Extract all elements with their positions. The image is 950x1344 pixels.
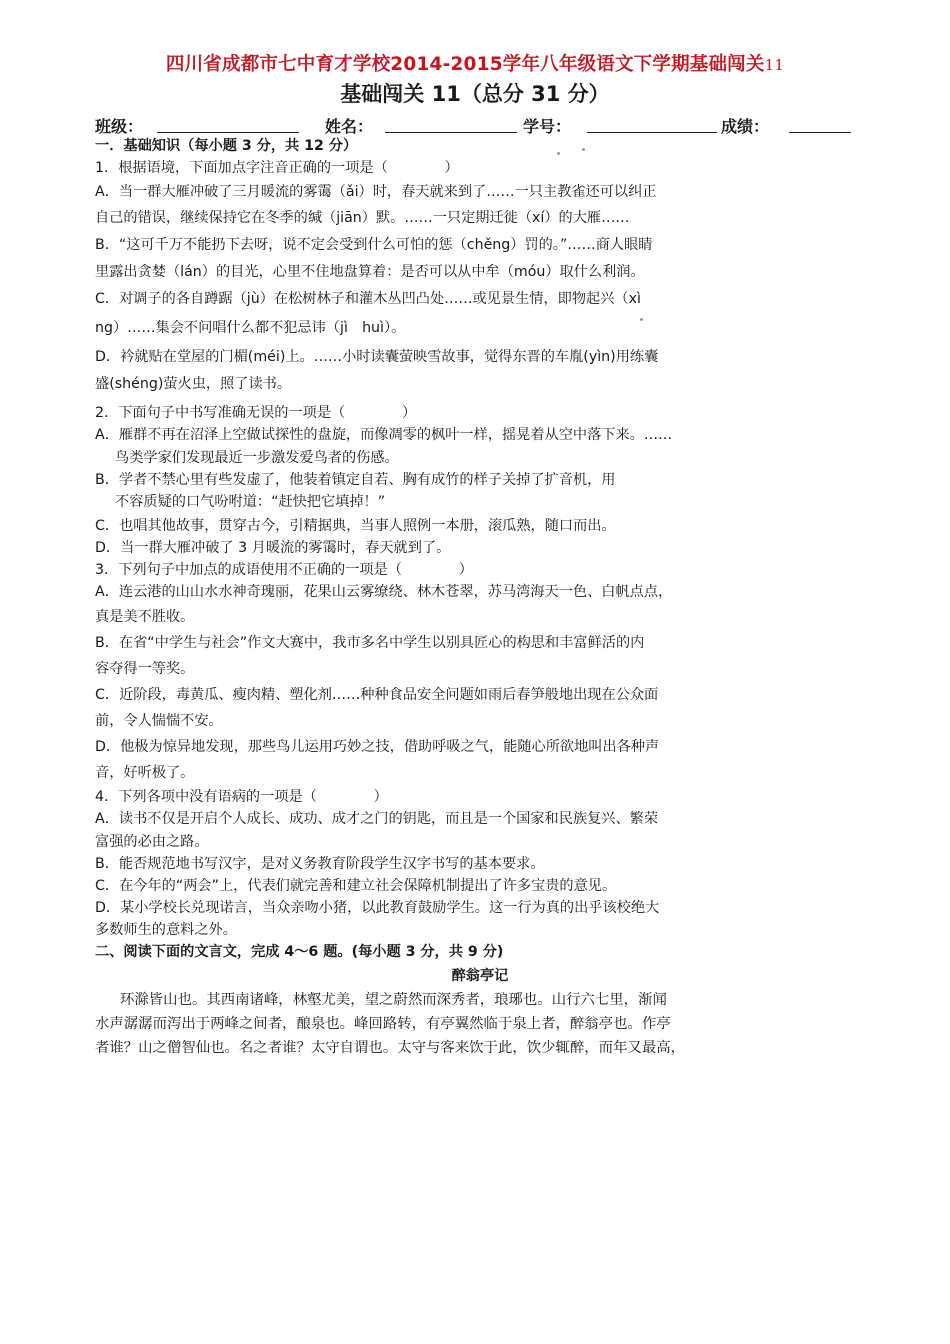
question-1-stem: 1．根据语境，下面加点字注音正确的一项是（ ） — [95, 160, 459, 176]
section-heading-basics: 一．基础知识（每小题 3 分，共 12 分） — [95, 138, 358, 154]
class-field[interactable] — [157, 132, 299, 133]
question-4-stem: 4．下列各项中没有语病的一项是（ ） — [95, 789, 388, 805]
passage-line-2: 水声潺潺而泻出于两峰之间者，酿泉也。峰回路转，有亭翼然临于泉上者，醉翁亭也。作亭 — [95, 1016, 671, 1032]
q2-option-a: A．雁群不再在沼泽上空做试探性的盘旋，而像凋零的枫叶一样，摇晃着从空中落下来。…… — [95, 427, 673, 443]
question-2-stem: 2．下面句子中书写准确无误的一项是（ ） — [95, 405, 417, 421]
name-field[interactable] — [385, 132, 517, 133]
q3-option-b-cont: 容夺得一等奖。 — [95, 661, 195, 677]
q4-option-b: B．能否规范地书写汉字，是对义务教育阶段学生汉字书写的基本要求。 — [95, 856, 545, 872]
q3-option-c: C．近阶段，毒黄瓜、瘦肉精、塑化剂……种种食品安全问题如雨后春笋般地出现在公众面 — [95, 687, 659, 703]
q4-option-c: C．在今年的“两会”上，代表们就完善和建立社会保障机制提出了许多宝贵的意见。 — [95, 878, 617, 894]
q3-option-a-cont: 真是美不胜收。 — [95, 609, 195, 625]
scan-speck — [640, 318, 643, 321]
document-title-number: 11 — [764, 56, 785, 74]
student-id-field[interactable] — [587, 132, 717, 133]
q2-option-c: C．也唱其他故事，贯穿古今，引精据典，当事人照例一本册，滚瓜熟，随口而出。 — [95, 518, 616, 534]
q1-option-b: B．“这可千万不能扔下去呀，说不定会受到什么可怕的惩（chěng）罚的。”……商人眼睛 — [95, 237, 653, 253]
q1-option-a: A．当一群大雁冲破了三月暖流的雾霭（ǎi）时，春天就来到了……一只主教雀还可以纠正 — [95, 184, 657, 200]
q1-option-a-cont: 自己的错误，继续保持它在冬季的缄（jiān）默。……一只定期迁徙（xí）的大雁…… — [95, 210, 630, 226]
section-heading-reading: 二、阅读下面的文言文，完成 4～6 题。(每小题 3 分，共 9 分) — [95, 944, 504, 960]
q2-option-d: D．当一群大雁冲破了 3 月暖流的雾霭时，春天就到了。 — [95, 540, 451, 556]
q4-option-a: A．读书不仅是开启个人成长、成功、成才之门的钥匙，而且是一个国家和民族复兴、繁荣 — [95, 811, 659, 827]
q1-option-b-cont: 里露出贪婪（lán）的目光，心里不住地盘算着：是否可以从中牟（móu）取什么利润。 — [95, 264, 645, 280]
document-title — [0, 50, 950, 76]
student-id-label: 学号： — [523, 117, 572, 136]
q1-option-d-cont: 盛(shéng)萤火虫，照了读书。 — [95, 376, 292, 392]
passage-line-1: 环滁皆山也。其西南诸峰，林壑尤美，望之蔚然而深秀者，琅琊也。山行六七里，渐闻 — [120, 992, 667, 1008]
name-label: 姓名： — [325, 117, 374, 136]
scan-speck — [582, 148, 585, 151]
q3-option-b: B．在省“中学生与社会”作文大赛中，我市多名中学生以别具匠心的构思和丰富鲜活的内 — [95, 635, 645, 651]
question-3-stem: 3．下列句子中加点的成语使用不正确的一项是（ ） — [95, 562, 473, 578]
passage-title: 醉翁亭记 — [451, 968, 509, 984]
q2-option-a-cont: 鸟类学家们发现最近一步激发爱鸟者的伤感。 — [115, 450, 399, 466]
q3-option-d-cont: 音，好听极了。 — [95, 765, 195, 781]
q2-option-b-cont: 不容质疑的口气吩咐道：“赶快把它填掉！” — [115, 494, 386, 510]
q1-option-c: C．对调子的各自蹲踞（jù）在松树林子和灌木丛凹凸处……或见景生情，即物起兴（xì — [95, 291, 641, 307]
q4-option-d-cont: 多数师生的意料之外。 — [95, 922, 237, 938]
q1-option-d: D．衿就贴在堂屋的门楣(méi)上。……小时读囊萤映雪故事，觉得东晋的车胤(yìn)用练囊 — [95, 349, 659, 365]
q1-option-c-cont: ng）……集会不问唱什么都不犯忌讳（jì huì）。 — [95, 320, 406, 336]
q3-option-a: A．连云港的山山水水神奇瑰丽，花果山云雾缭绕、林木苍翠，苏马湾海天一色、白帆点点， — [95, 584, 673, 600]
passage-line-3: 者谁？山之僧智仙也。名之者谁？太守自谓也。太守与客来饮于此，饮少辄醉，而年又最高， — [95, 1040, 686, 1056]
score-field[interactable] — [789, 132, 851, 133]
scan-speck — [557, 152, 560, 155]
exam-subtitle: 基础闯关 11（总分 31 分） — [340, 82, 610, 106]
student-info-row — [95, 114, 865, 138]
class-label: 班级： — [95, 117, 144, 136]
document-title-text: 四川省成都市七中育才学校2014-2015学年八年级语文下学期基础闯关 — [165, 54, 765, 75]
q4-option-d: D．某小学校长兑现诺言，当众亲吻小猪，以此教育鼓励学生。这一行为真的出乎该校绝大 — [95, 900, 660, 916]
q3-option-d: D．他极为惊异地发现，那些鸟儿运用巧妙之技，借助呼吸之气，能随心所欲地叫出各种声 — [95, 739, 660, 755]
q4-option-a-cont: 富强的必由之路。 — [95, 834, 209, 850]
q3-option-c-cont: 前，令人惴惴不安。 — [95, 713, 223, 729]
q2-option-b: B．学者不禁心里有些发虚了，他装着镇定自若、胸有成竹的样子关掉了扩音机，用 — [95, 472, 616, 488]
score-label: 成绩： — [721, 117, 770, 136]
